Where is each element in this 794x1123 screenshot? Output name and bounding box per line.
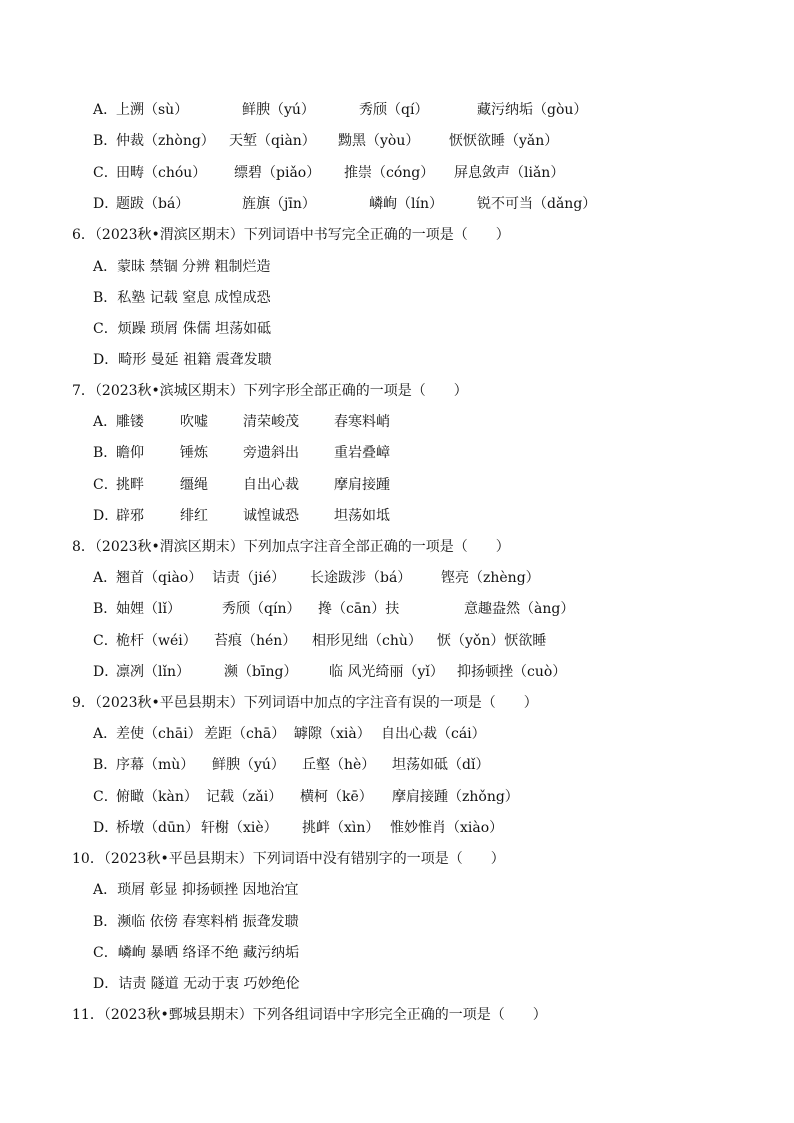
option-item: 挑衅（xìn） <box>302 820 380 836</box>
question-6-stem <box>72 224 794 246</box>
option-item: 桅杆（wéi） <box>116 633 197 649</box>
option-item: 恹恹欲睡（yǎn） <box>449 133 559 149</box>
option-item: 濒（bīng） <box>224 664 298 680</box>
option-item: 瞻仰 <box>116 445 144 461</box>
option-label: D． <box>93 508 119 524</box>
option-item: 横柯（kē） <box>300 789 373 805</box>
option-item: 桥墩（dūn） <box>116 820 199 836</box>
question-9-stem <box>72 692 794 714</box>
q7-option-b <box>93 442 794 464</box>
option-item: 秀颀（qí） <box>359 102 429 118</box>
option-item: 诘责（jié） <box>212 570 286 586</box>
option-item: 坦荡如坻 <box>334 508 390 524</box>
option-text: 濒临 依傍 春寒料梢 振聋发聩 <box>117 914 299 930</box>
option-item: 嶙峋（lín） <box>369 196 443 212</box>
question-number: 10． <box>72 851 104 867</box>
question-11-stem <box>72 1004 794 1026</box>
q10-option-a <box>93 879 794 901</box>
option-item: 罅隙（xià） <box>294 726 371 742</box>
option-item: 序幕（mù） <box>116 757 195 773</box>
q8-option-d <box>93 661 794 683</box>
option-item: 缥碧（piǎo） <box>234 165 321 181</box>
option-label: D． <box>93 352 119 368</box>
q9-option-a <box>93 723 794 745</box>
option-item: 鲜腴（yú） <box>242 102 315 118</box>
q6-option-c <box>93 318 794 340</box>
option-item: 旁遗斜出 <box>243 445 299 461</box>
option-item: 摩肩接踵（zhǒng） <box>392 789 519 805</box>
question-text: （2023秋•滨城区期末）下列字形全部正确的一项是（ ） <box>94 383 468 399</box>
option-item: 摩肩接踵 <box>334 477 390 493</box>
option-label: D． <box>93 976 119 992</box>
option-item: 鲜腴（yú） <box>212 757 285 773</box>
option-item: 相形见绌（chù） <box>312 633 422 649</box>
option-item: 旌旗（jīn） <box>242 196 316 212</box>
option-item: 铿亮（zhèng） <box>441 570 540 586</box>
option-item: 清荣峻茂 <box>243 414 299 430</box>
option-item: 题跋（bá） <box>116 196 190 212</box>
option-label: C． <box>93 165 118 181</box>
option-item: 挑畔 <box>116 477 144 493</box>
question-number: 7． <box>72 383 95 399</box>
q9-option-c <box>93 786 794 808</box>
option-label: A． <box>93 102 118 118</box>
option-item: 绯红 <box>180 508 208 524</box>
q5-option-a <box>93 99 794 121</box>
question-7-stem <box>72 380 794 402</box>
option-item: 锐不可当（dǎng） <box>477 196 597 212</box>
q9-option-b <box>93 754 794 776</box>
option-label: A． <box>93 882 118 898</box>
option-label: B． <box>93 601 118 617</box>
q6-option-b <box>93 287 794 309</box>
option-item: 搀（cān）扶 <box>318 601 400 617</box>
q5-option-b <box>93 130 794 152</box>
option-label: B． <box>93 757 118 773</box>
option-label: B． <box>93 914 118 930</box>
option-label: D． <box>93 196 119 212</box>
q8-option-a <box>93 567 794 589</box>
q7-option-c <box>93 474 794 496</box>
option-label: A． <box>93 414 118 430</box>
option-item: 春寒料峭 <box>334 414 390 430</box>
option-item: 藏污纳垢（gòu） <box>477 102 588 118</box>
option-item: 自出心裁 <box>243 477 299 493</box>
question-text: （2023秋•平邑县期末）下列词语中加点的字注音有误的一项是（ ） <box>94 695 538 711</box>
option-item: 秀颀（qín） <box>222 601 301 617</box>
option-item: 抑扬顿挫（cuò） <box>457 664 567 680</box>
question-8-stem <box>72 536 794 558</box>
question-text: （2023秋•平邑县期末）下列词语中没有错别字的一项是（ ） <box>103 851 505 867</box>
option-item: 辟邪 <box>116 508 144 524</box>
option-label: C． <box>93 633 118 649</box>
question-number: 11． <box>72 1007 104 1023</box>
option-label: A． <box>93 570 118 586</box>
question-text: （2023秋•鄄城县期末）下列各组词语中字形完全正确的一项是（ ） <box>103 1007 547 1023</box>
option-text: 诘责 隧道 无动于衷 巧妙绝伦 <box>118 976 300 992</box>
option-item: 临 风光绮丽（yǐ） <box>329 664 444 680</box>
q9-option-d <box>93 817 794 839</box>
q10-option-b <box>93 911 794 933</box>
option-label: C． <box>93 945 118 961</box>
option-item: 仲裁（zhòng） <box>116 133 215 149</box>
option-text: 琐屑 彰显 抑扬顿挫 因地治宜 <box>117 882 299 898</box>
option-item: 差距（chā） <box>204 726 286 742</box>
option-item: 天堑（qiàn） <box>229 133 316 149</box>
option-item: 上溯（sù） <box>116 102 189 118</box>
option-text: 烦躁 琐屑 侏儒 坦荡如砥 <box>117 321 272 337</box>
option-label: B． <box>93 133 118 149</box>
option-text: 嶙峋 暴晒 络译不绝 藏污纳垢 <box>117 945 300 961</box>
option-item: 妯娌（lǐ） <box>116 601 181 617</box>
option-item: 长途跋涉（bá） <box>310 570 412 586</box>
q8-option-b <box>93 598 794 620</box>
question-number: 6． <box>72 227 95 243</box>
option-item: 锤炼 <box>180 445 208 461</box>
q5-option-c <box>93 162 794 184</box>
option-text: 畸形 曼延 祖籍 震聋发聩 <box>118 352 272 368</box>
option-item: 恹（yǒn）恹欲睡 <box>437 633 547 649</box>
option-item: 重岩叠嶂 <box>334 445 390 461</box>
option-item: 丘壑（hè） <box>302 757 376 773</box>
option-label: D． <box>93 664 119 680</box>
option-item: 意趣盎然（àng） <box>464 601 575 617</box>
option-label: C． <box>93 321 118 337</box>
q7-option-d <box>93 505 794 527</box>
question-text: （2023秋•渭滨区期末）下列词语中书写完全正确的一项是（ ） <box>94 227 510 243</box>
option-item: 翘首（qiào） <box>116 570 203 586</box>
option-item: 诚惶诚恐 <box>243 508 299 524</box>
question-10-stem <box>72 848 794 870</box>
option-item: 苔痕（hén） <box>214 633 297 649</box>
q5-option-d <box>93 193 794 215</box>
option-item: 雕镂 <box>116 414 144 430</box>
option-item: 黝黑（yòu） <box>338 133 420 149</box>
option-item: 田畴（chóu） <box>116 165 207 181</box>
option-label: A． <box>93 259 118 275</box>
option-text: 私塾 记载 窒息 成惶成恐 <box>117 290 271 306</box>
question-text: （2023秋•渭滨区期末）下列加点字注音全部正确的一项是（ ） <box>94 539 510 555</box>
option-label: B． <box>93 290 118 306</box>
option-item: 凛冽（lǐn） <box>116 664 190 680</box>
option-item: 惟妙惟肖（xiào） <box>390 820 504 836</box>
option-label: B． <box>93 445 118 461</box>
option-label: C． <box>93 789 118 805</box>
option-item: 自出心裁（cái） <box>381 726 486 742</box>
q7-option-a <box>93 411 794 433</box>
option-item: 推崇（cóng） <box>344 165 435 181</box>
q8-option-c <box>93 630 794 652</box>
q10-option-c <box>93 942 794 964</box>
question-number: 8． <box>72 539 95 555</box>
option-label: A． <box>93 726 118 742</box>
option-item: 屏息敛声（liǎn） <box>454 165 565 181</box>
option-label: D． <box>93 820 119 836</box>
option-item: 轩榭（xiè） <box>201 820 278 836</box>
option-item: 俯瞰（kàn） <box>116 789 198 805</box>
option-label: C． <box>93 477 118 493</box>
option-item: 记载（zǎi） <box>206 789 283 805</box>
q6-option-d <box>93 349 794 371</box>
option-item: 差使（chāi） <box>116 726 202 742</box>
q6-option-a <box>93 256 794 278</box>
option-item: 缰绳 <box>180 477 208 493</box>
option-text: 蒙昧 禁锢 分辨 粗制烂造 <box>117 259 271 275</box>
option-item: 吹嘘 <box>180 414 208 430</box>
question-number: 9． <box>72 695 95 711</box>
q10-option-d <box>93 973 794 995</box>
option-item: 坦荡如砥（dǐ） <box>392 757 490 773</box>
